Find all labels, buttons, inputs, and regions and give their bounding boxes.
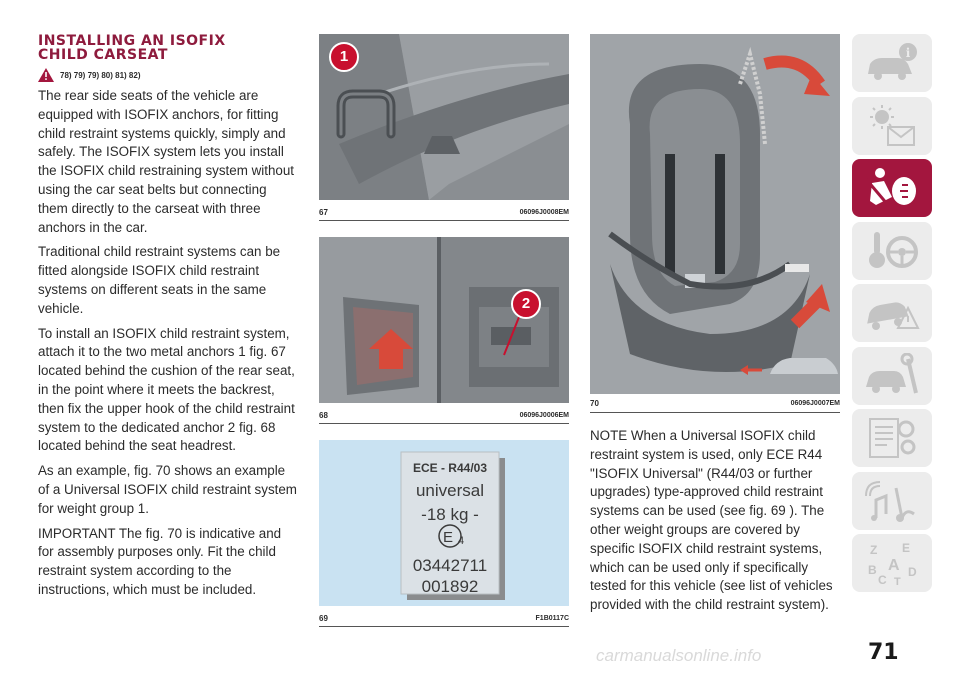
- tab-dashboard-info[interactable]: [852, 34, 932, 92]
- warning-refs: 78) 79) 79) 80) 81) 82): [60, 70, 141, 80]
- paragraph-important: IMPORTANT The fig. 70 is indicative and for assembly purposes only. Fit the child restraint system according to the instructions, which must be included.: [38, 525, 282, 597]
- warning-lights-icon: [862, 103, 922, 149]
- paragraph-example: As an example, fig. 70 shows an example of a Universal ISOFIX child restraint system for weight group 1.: [38, 463, 297, 516]
- tab-warning-lights[interactable]: [852, 97, 932, 155]
- car-info-icon: [862, 40, 922, 86]
- figure-69-number: 69: [319, 614, 328, 623]
- figure-67-rule: [319, 220, 569, 221]
- car-wrench-icon: [862, 353, 922, 399]
- paragraph-traditional: Traditional child restraint systems can be fitted alongside ISOFIX child restraint systems on different seats in the same vehicle.: [38, 244, 281, 316]
- callout-2: [511, 289, 541, 319]
- figure-69-rule: [319, 626, 569, 627]
- page-number: 71: [868, 640, 899, 665]
- section-title-line2: CHILD CARSEAT: [38, 47, 168, 63]
- ece-label-line3: -18 kg -: [421, 505, 479, 524]
- ece-label-line2: universal: [415, 481, 485, 500]
- index-letter-d: D: [908, 565, 917, 579]
- airbag-seat-icon: [862, 165, 922, 211]
- figure-70-number: 70: [590, 399, 599, 408]
- callout-1: [329, 42, 359, 72]
- figure-68-image: [319, 237, 569, 403]
- figure-67-image: [319, 34, 569, 200]
- figure-70-rule: [590, 412, 840, 413]
- tab-multimedia[interactable]: [852, 472, 932, 530]
- figure-67-code: 06096J0008EM: [519, 209, 569, 216]
- paragraph-install-steps: To install an ISOFIX child restraint system, attach it to the two metal anchors 1 fig. 67 located behind the cushion of the rear seat, in the point where it meets the backrest, then fix the upper hook of the child restraint system to the dedicated anchor 2 fig. 68 located behind the seat headrest.: [38, 325, 295, 454]
- figure-68-rule: [319, 423, 569, 424]
- ece-mark: E: [442, 529, 454, 546]
- svg-text:i: i: [905, 46, 911, 60]
- tab-starting-driving[interactable]: [852, 222, 932, 280]
- tab-technical-data[interactable]: [852, 409, 932, 467]
- spec-sheet-gear-icon: [862, 415, 922, 461]
- figure-68-number: 68: [319, 411, 328, 420]
- steering-key-icon: [862, 228, 922, 274]
- tab-maintenance[interactable]: [852, 347, 932, 405]
- section-title: [38, 34, 298, 62]
- chapter-tabs-sidebar: [852, 34, 932, 597]
- multimedia-note-icon: [862, 478, 922, 524]
- paragraph-isofix-intro: The rear side seats of the vehicle are equipped with ISOFIX anchors, for fitting child restraint systems quickly, simply and safely. The ISOFIX system lets you install the ISOFIX child restraining system without using the car seat belts but connecting them directly to the carseat with three anchors in the car.: [38, 88, 295, 235]
- figure-70-code: 06096J0007EM: [790, 400, 840, 407]
- breakdown-car-icon: [862, 290, 922, 336]
- callout-2-number: 2: [521, 295, 531, 312]
- tab-index[interactable]: [852, 534, 932, 592]
- alphabet-index-icon: [862, 540, 922, 586]
- figure-67-number: 67: [319, 208, 328, 217]
- ece-mark-sub: 4: [457, 535, 465, 547]
- section-title-line1: INSTALLING AN ISOFIX: [38, 33, 226, 49]
- index-letter-a: A: [888, 557, 900, 574]
- index-letter-e: E: [902, 541, 911, 555]
- index-letter-t: T: [894, 576, 901, 586]
- ece-label-line1: ECE - R44/03: [412, 461, 488, 475]
- ece-label-line4: 03442711: [412, 556, 488, 575]
- warning-refs-row: [38, 67, 298, 83]
- figure-68-code: 06096J0006EM: [519, 412, 569, 419]
- warning-triangle-icon: [38, 68, 54, 82]
- index-letter-z: Z: [870, 543, 878, 557]
- index-letter-b: B: [868, 563, 877, 577]
- watermark: carmanualsonline.info: [596, 646, 762, 665]
- figure-70-image: [590, 34, 840, 394]
- callout-1-number: 1: [339, 48, 349, 65]
- main-text-column: [38, 34, 298, 600]
- tab-emergency[interactable]: [852, 284, 932, 342]
- index-letter-c: C: [878, 573, 887, 586]
- ece-label-line5: 001892: [421, 577, 479, 596]
- tab-safety[interactable]: [852, 159, 932, 217]
- figure-69-code: F1B0117C: [535, 615, 569, 622]
- note-paragraph: NOTE When a Universal ISOFIX child restraint system is used, only ECE R44 "ISOFIX Universal" (R44/03 or further upgrades) type-approved child restraint systems can be used (see fig. 69 ). The other weight groups are covered by specific ISOFIX child restraint systems, which can be used only if specifically tested for this vehicle (see list of vehicles provided with the child restraint system).: [590, 428, 833, 613]
- figure-69-image: [319, 440, 569, 606]
